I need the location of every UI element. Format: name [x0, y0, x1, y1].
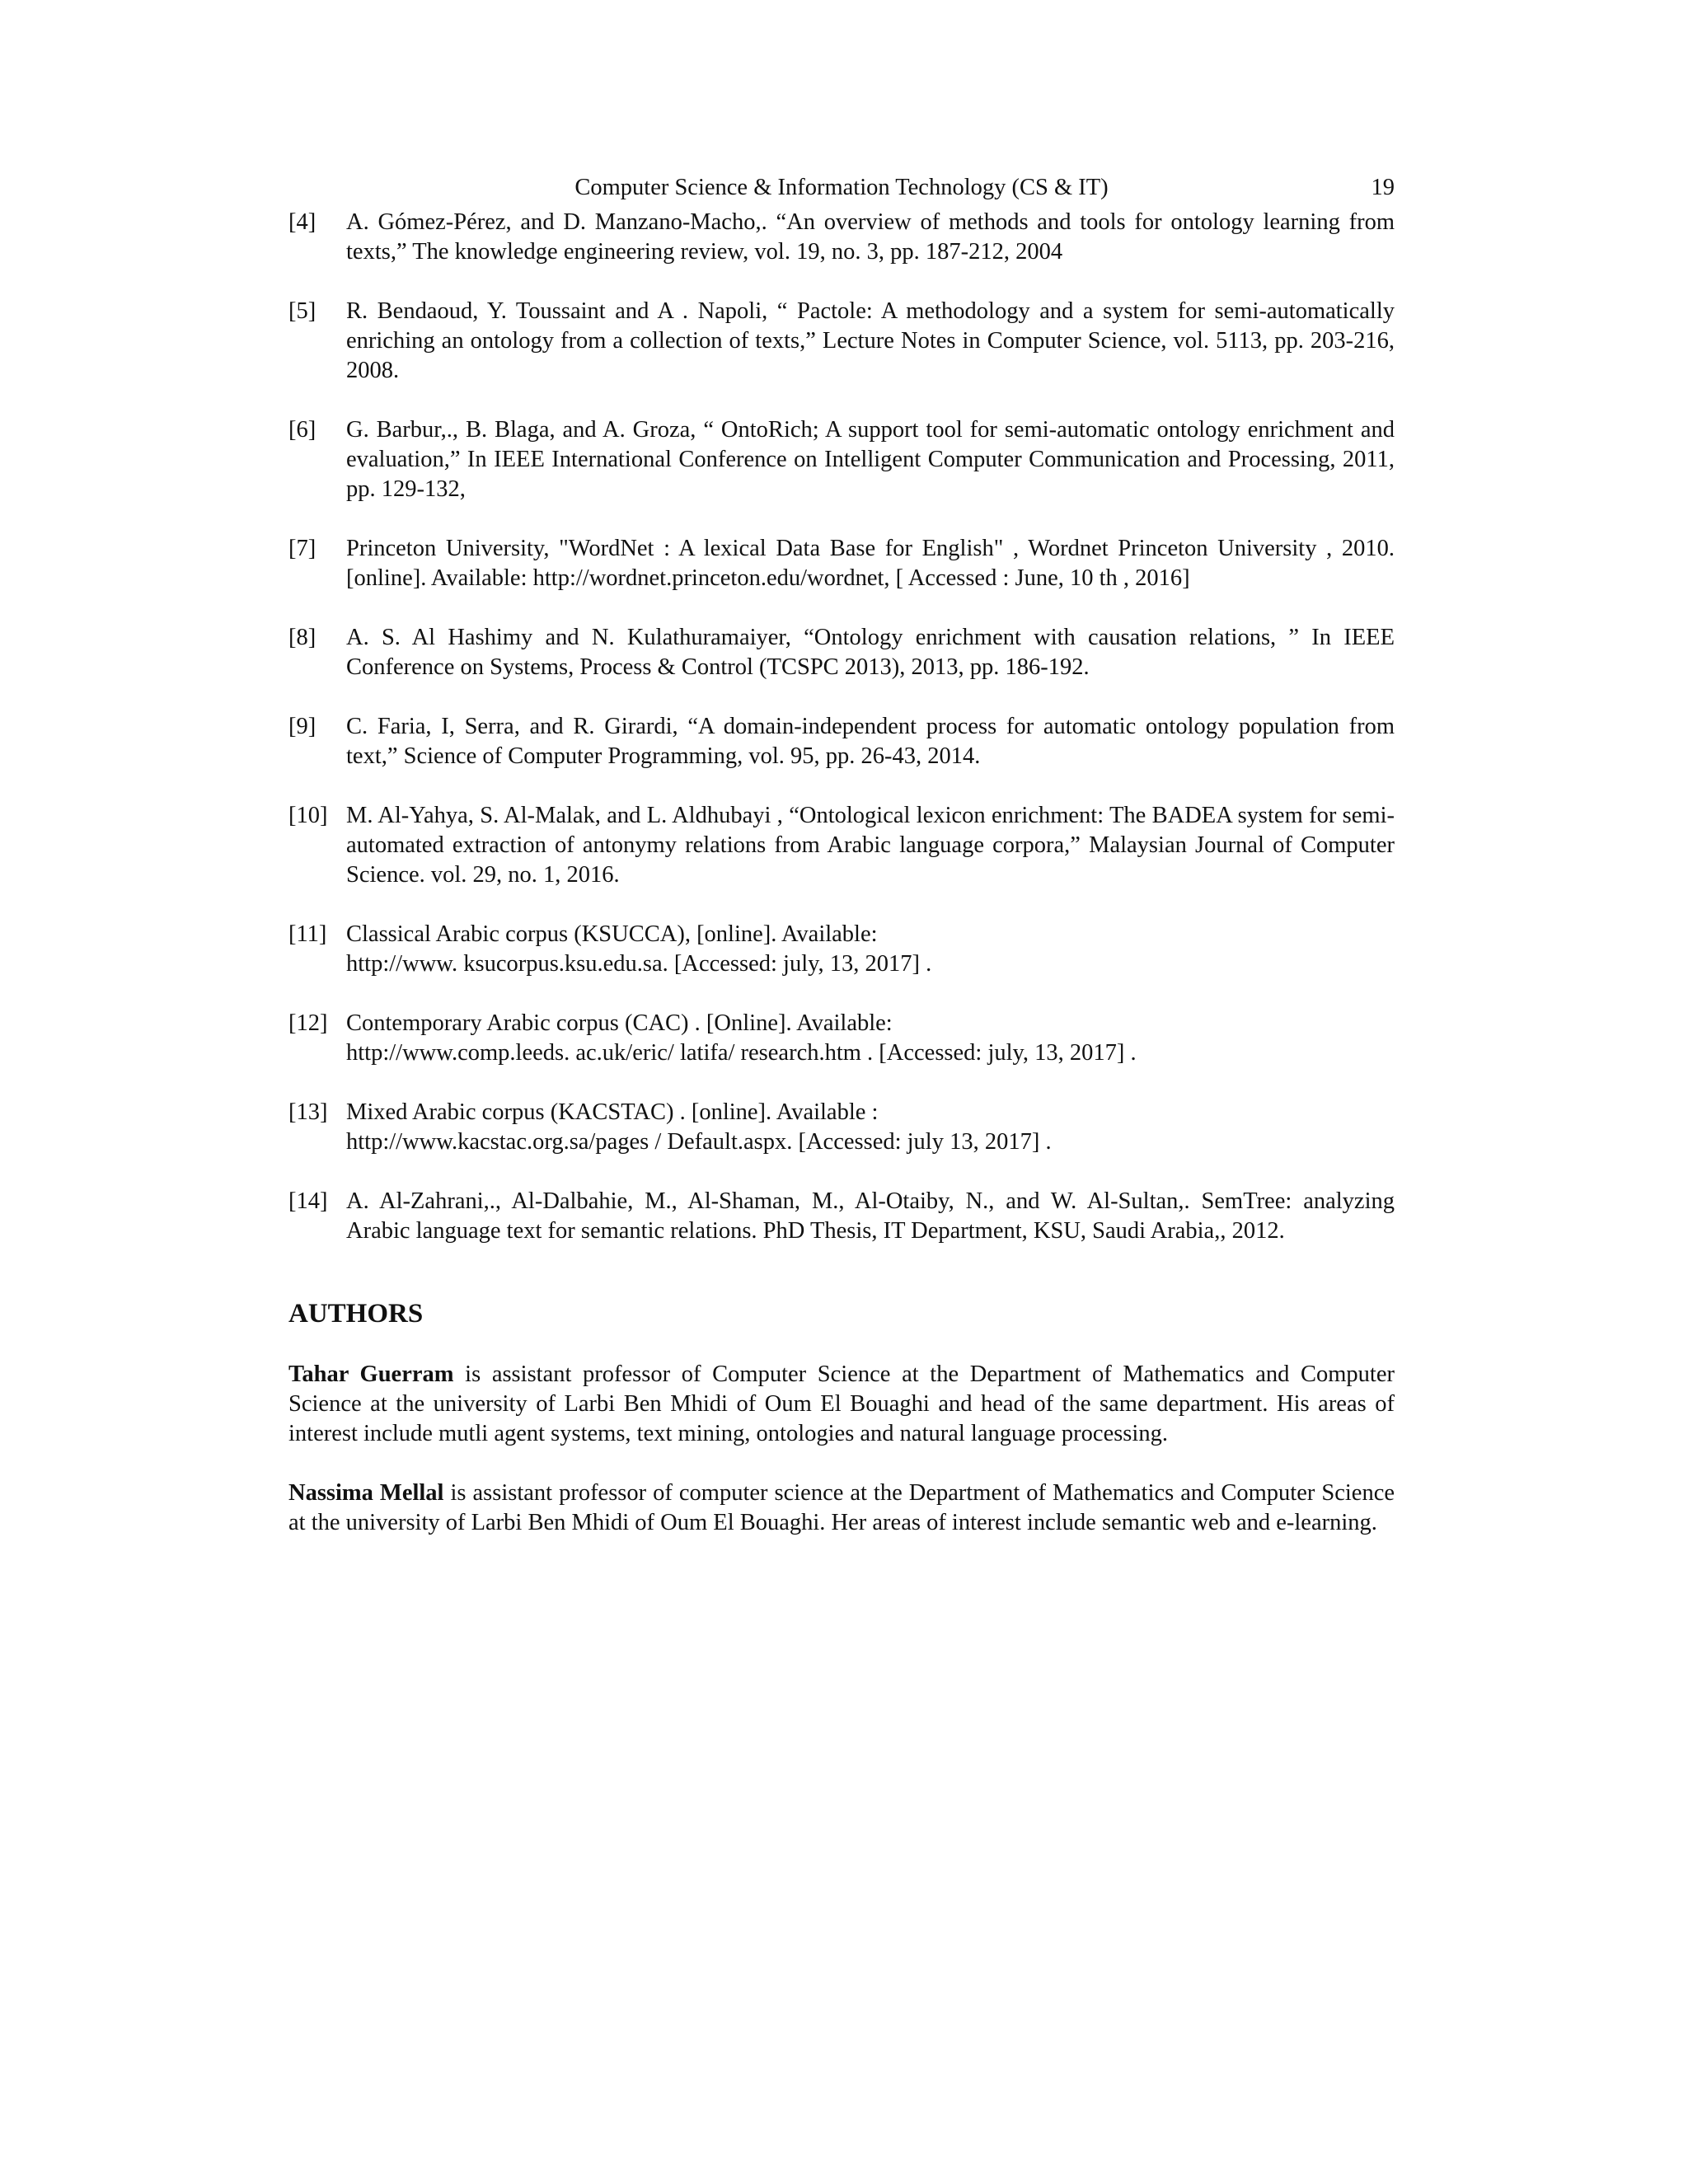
reference-text	[346, 801, 1395, 890]
reference-text	[346, 712, 1395, 771]
reference-line: A. Al-Zahrani,., Al-Dalbahie, M., Al-Shaman, M., Al-Otaiby, N., and W. Al-Sultan,. SemTree: analyzing Arabic language text for semantic relations. PhD Thesis, IT Department, KSU, Saudi Arabia,, 2012.	[346, 1188, 1395, 1244]
reference-number: [8]	[288, 625, 316, 650]
author-bio-text: is assistant professor of Computer Science at the Department of Mathematics and Computer Science at the university of Larbi Ben Mhidi of Oum El Bouaghi and head of the same department. His areas of interest include mutli agent systems, text mining, ontologies and natural language processing.	[288, 1361, 1395, 1446]
reference-number: [14]	[288, 1188, 328, 1214]
reference-line: Contemporary Arabic corpus (CAC) . [Online]. Available:	[346, 1010, 893, 1036]
reference-entry	[288, 1009, 1395, 1068]
author-bio	[288, 1479, 1395, 1538]
reference-entry	[288, 920, 1395, 979]
reference-line: C. Faria, I, Serra, and R. Girardi, “A domain-independent process for automatic ontology population from text,” Science of Computer Programming, vol. 95, pp. 26-43, 2014.	[346, 714, 1395, 769]
reference-text	[346, 1187, 1395, 1246]
reference-line: A. Gómez-Pérez, and D. Manzano-Macho,. “An overview of methods and tools for ontology learning from texts,” The knowledge engineering review, vol. 19, no. 3, pp. 187-212, 2004	[346, 209, 1395, 265]
reference-number: [9]	[288, 714, 316, 739]
paper-page	[288, 171, 1395, 1538]
reference-number: [5]	[288, 298, 316, 324]
reference-text	[346, 534, 1395, 593]
reference-entry	[288, 415, 1395, 504]
reference-text	[346, 297, 1395, 386]
reference-text	[346, 415, 1395, 504]
reference-number: [13]	[288, 1099, 328, 1125]
author-bio	[288, 1360, 1395, 1449]
author-name: Nassima Mellal	[288, 1480, 444, 1506]
reference-line: http://www.kacstac.org.sa/pages / Default.aspx. [Accessed: july 13, 2017] .	[346, 1129, 1052, 1155]
reference-entry	[288, 208, 1395, 267]
reference-text	[346, 920, 1395, 979]
reference-line: Princeton University, "WordNet : A lexical Data Base for English" , Wordnet Princeton University , 2010. [online]. Available: http://wordnet.princeton.edu/wordnet, [ Accessed : June, 10 th , 2016]	[346, 536, 1395, 591]
reference-number: [7]	[288, 536, 316, 561]
reference-entry	[288, 534, 1395, 593]
reference-entry	[288, 712, 1395, 771]
reference-entry	[288, 1187, 1395, 1246]
reference-entry	[288, 623, 1395, 682]
reference-line: G. Barbur,., B. Blaga, and A. Groza, “ OntoRich; A support tool for semi-automatic ontology enrichment and evaluation,” In IEEE International Conference on Intelligent Computer Communication and Processing, 2011, pp. 129-132,	[346, 417, 1395, 502]
reference-text	[346, 623, 1395, 682]
reference-line: Classical Arabic corpus (KSUCCA), [online]. Available:	[346, 921, 878, 947]
author-name: Tahar Guerram	[288, 1361, 454, 1387]
reference-number: [6]	[288, 417, 316, 443]
author-bios	[288, 1360, 1395, 1538]
reference-entry	[288, 297, 1395, 386]
reference-number: [4]	[288, 209, 316, 235]
reference-number: [11]	[288, 921, 327, 947]
reference-text	[346, 1009, 1395, 1068]
reference-line: http://www.comp.leeds. ac.uk/eric/ latifa/ research.htm . [Accessed: july, 13, 2017] .	[346, 1040, 1137, 1066]
author-bio-text: is assistant professor of computer science at the Department of Mathematics and Computer Science at the university of Larbi Ben Mhidi of Oum El Bouaghi. Her areas of interest include semantic web and e-learning.	[288, 1480, 1395, 1535]
running-header	[288, 171, 1395, 204]
reference-number: [10]	[288, 803, 328, 828]
reference-list	[288, 208, 1395, 1246]
reference-line: Mixed Arabic corpus (KACSTAC) . [online]. Available :	[346, 1099, 879, 1125]
reference-number: [12]	[288, 1010, 328, 1036]
reference-line: R. Bendaoud, Y. Toussaint and A . Napoli, “ Pactole: A methodology and a system for semi-automatically enriching an ontology from a collection of texts,” Lecture Notes in Computer Science, vol. 5113, pp. 203-216, 2008.	[346, 298, 1395, 383]
authors-heading: AUTHORS	[288, 1299, 424, 1329]
reference-line: http://www. ksucorpus.ksu.edu.sa. [Accessed: july, 13, 2017] .	[346, 951, 932, 977]
reference-line: A. S. Al Hashimy and N. Kulathuramaiyer, “Ontology enrichment with causation relations, ” In IEEE Conference on Systems, Process & Control (TCSPC 2013), 2013, pp. 186-192.	[346, 625, 1395, 680]
page-number: 19	[1371, 175, 1395, 200]
reference-text	[346, 208, 1395, 267]
reference-entry	[288, 801, 1395, 890]
reference-entry	[288, 1098, 1395, 1157]
reference-line: M. Al-Yahya, S. Al-Malak, and L. Aldhubayi , “Ontological lexicon enrichment: The BADEA system for semi- automated extraction of antonymy relations from Arabic language corpora,” Malaysian Journal of Computer Science. vol. 29, no. 1, 2016.	[346, 803, 1395, 888]
journal-title: Computer Science & Information Technology (CS & IT)	[574, 175, 1109, 200]
reference-text	[346, 1098, 1395, 1157]
